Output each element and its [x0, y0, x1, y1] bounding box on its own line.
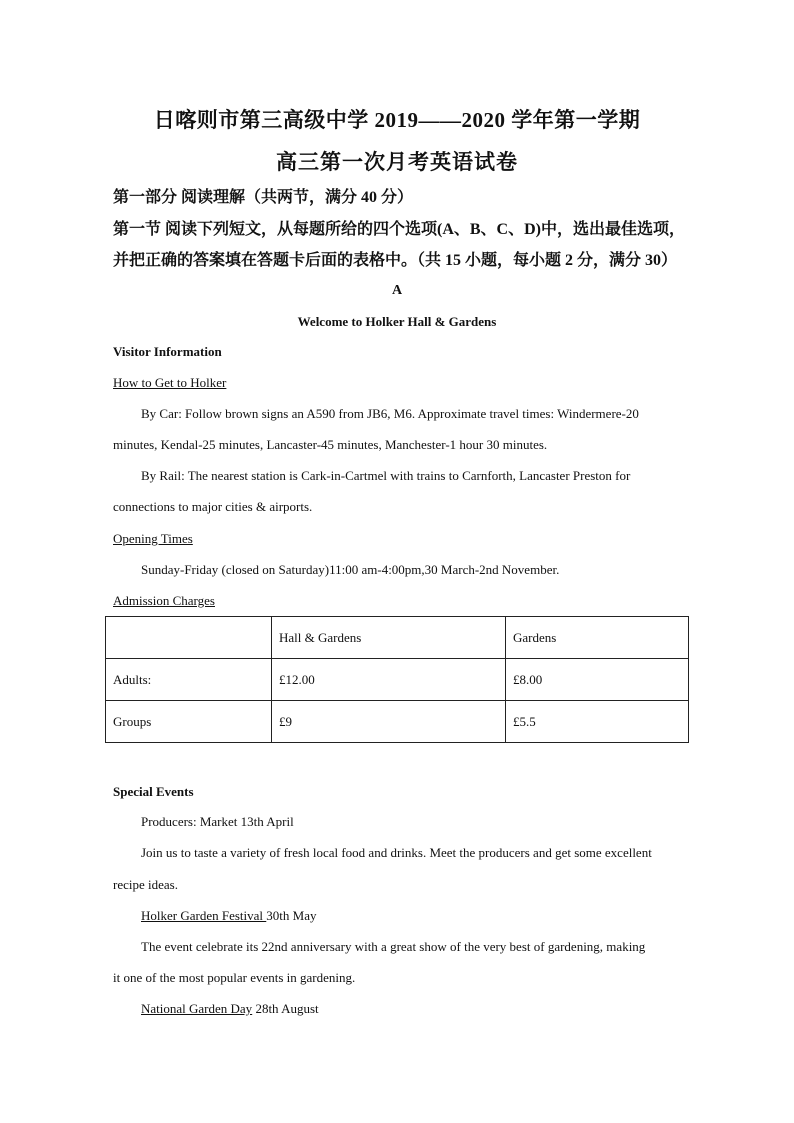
by-rail-line2: connections to major cities & airports.	[113, 499, 313, 514]
table-header-cell: Hall & Gardens	[272, 617, 506, 659]
table-cell: £9	[272, 701, 506, 743]
table-cell: £12.00	[272, 659, 506, 701]
event3-title	[141, 1001, 319, 1017]
opening-times-heading: Opening Times	[113, 531, 193, 546]
table-cell: Adults:	[106, 659, 272, 701]
table-header-cell: Gardens	[506, 617, 689, 659]
event1-title: Producers: Market 13th April	[141, 814, 294, 829]
how-to-get-heading: How to Get to Holker	[113, 375, 227, 390]
opening-times-text: Sunday-Friday (closed on Saturday)11:00 am-4:00pm,30 March-2nd November.	[141, 562, 560, 577]
event2-title	[141, 908, 316, 924]
section1-instruction-line1: 第一节 阅读下列短文，从每题所给的四个选项(A、B、C、D)中，选出最佳选项，	[113, 221, 685, 238]
part1-heading: 第一部分 阅读理解（共两节，满分 40 分）	[113, 189, 414, 206]
by-rail-line1: By Rail: The nearest station is Cark-in-Cartmel with trains to Carnforth, Lancaster Preston for	[141, 468, 631, 483]
event3-title-link: National Garden Day	[141, 1001, 253, 1016]
table-cell	[106, 617, 272, 659]
passage-title: Welcome to Holker Hall & Gardens	[297, 314, 497, 329]
special-events-heading: Special Events	[113, 784, 194, 799]
event2-title-link: Holker Garden Festival	[141, 908, 267, 923]
table-cell: Groups	[106, 701, 272, 743]
section1-instruction-line2: 并把正确的答案填在答题卡后面的表格中。（共 15 小题，每小题 2 分，满分 30）	[113, 252, 678, 269]
table-cell: £8.00	[506, 659, 689, 701]
event3-title-date: 28th August	[252, 1001, 319, 1016]
table-row	[106, 617, 689, 659]
passage-letter: A	[391, 283, 403, 298]
exam-title-line2: 高三第一次月考英语试卷	[276, 150, 518, 174]
by-car-line1: By Car: Follow brown signs an A590 from JB6, M6. Approximate travel times: Windermere-20	[141, 406, 639, 421]
event1-desc-line1: Join us to taste a variety of fresh local food and drinks. Meet the producers and get some excellent	[141, 845, 652, 860]
table-row	[106, 701, 689, 743]
admission-charges-table	[105, 616, 689, 743]
table-cell: £5.5	[506, 701, 689, 743]
event1-desc-line2: recipe ideas.	[113, 877, 178, 892]
event2-desc-line2: it one of the most popular events in gardening.	[113, 970, 356, 985]
event2-title-date: 30th May	[266, 908, 317, 923]
by-car-line2: minutes, Kendal-25 minutes, Lancaster-45 minutes, Manchester-1 hour 30 minutes.	[113, 437, 548, 452]
table-row	[106, 659, 689, 701]
visitor-info-heading: Visitor Information	[113, 344, 222, 359]
exam-title-line1: 日喀则市第三高级中学 2019——2020 学年第一学期	[153, 108, 641, 132]
admission-heading: Admission Charges	[113, 593, 215, 608]
event2-desc-line1: The event celebrate its 22nd anniversary with a great show of the very best of gardening, making	[141, 939, 646, 954]
